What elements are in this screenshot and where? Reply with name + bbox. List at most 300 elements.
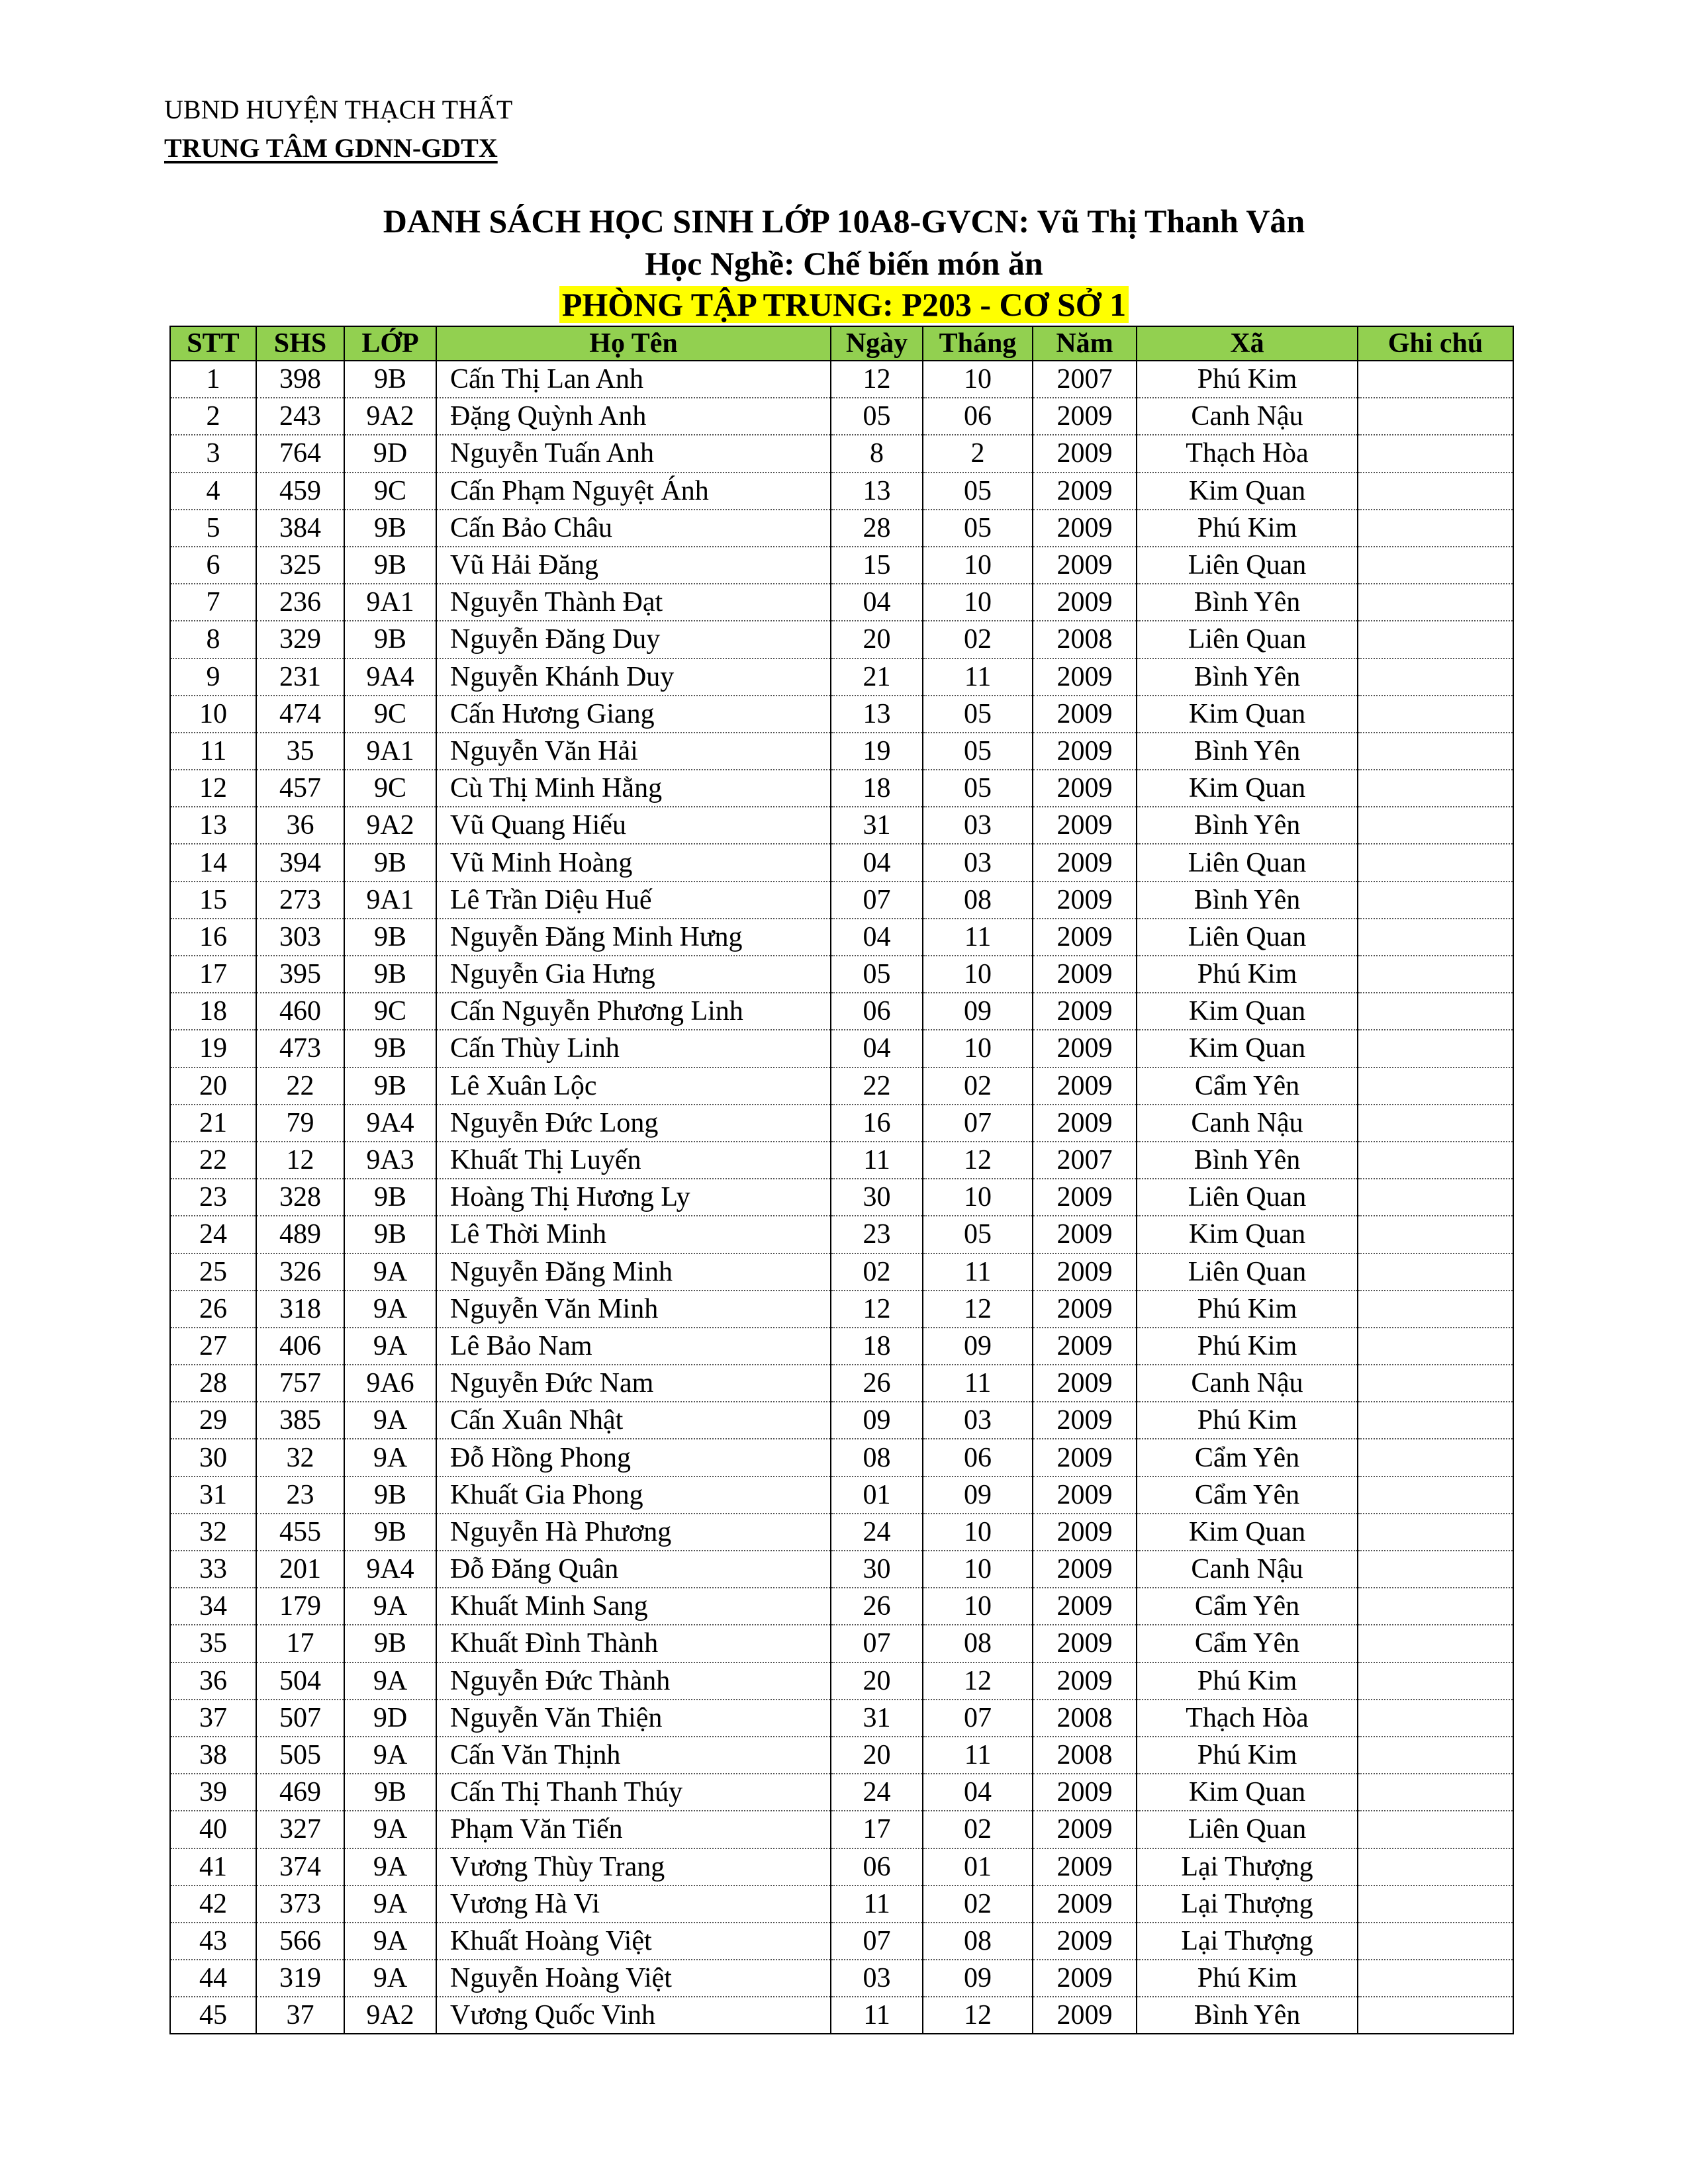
cell-stt: 15	[170, 882, 256, 919]
cell-note	[1358, 1737, 1513, 1774]
cell-shs: 473	[256, 1030, 344, 1067]
table-row	[170, 1179, 1513, 1216]
cell-commune: Canh Nậu	[1137, 1551, 1358, 1588]
cell-class: 9B	[344, 844, 436, 881]
cell-name: Khuất Đình Thành	[436, 1625, 831, 1662]
cell-note	[1358, 1700, 1513, 1737]
cell-month: 03	[923, 1402, 1033, 1439]
cell-class: 9A	[344, 1848, 436, 1886]
cell-note	[1358, 844, 1513, 881]
cell-year: 2009	[1033, 770, 1137, 807]
cell-name: Vương Hà Vi	[436, 1886, 831, 1923]
cell-year: 2009	[1033, 435, 1137, 472]
column-header: SHS	[256, 326, 344, 361]
cell-year: 2009	[1033, 882, 1137, 919]
cell-day: 30	[831, 1179, 923, 1216]
table-row	[170, 1997, 1513, 2034]
cell-class: 9A6	[344, 1365, 436, 1402]
cell-stt: 41	[170, 1848, 256, 1886]
cell-note	[1358, 1774, 1513, 1811]
cell-class: 9B	[344, 1068, 436, 1105]
cell-name: Lê Trần Diệu Huế	[436, 882, 831, 919]
cell-stt: 26	[170, 1291, 256, 1328]
cell-month: 02	[923, 621, 1033, 658]
cell-commune: Phú Kim	[1137, 956, 1358, 993]
cell-stt: 5	[170, 510, 256, 547]
cell-year: 2009	[1033, 1774, 1137, 1811]
cell-stt: 8	[170, 621, 256, 658]
cell-day: 07	[831, 1625, 923, 1662]
cell-commune: Kim Quan	[1137, 993, 1358, 1030]
cell-class: 9A	[344, 1402, 436, 1439]
cell-day: 05	[831, 956, 923, 993]
cell-year: 2009	[1033, 1886, 1137, 1923]
cell-year: 2009	[1033, 1588, 1137, 1625]
cell-year: 2009	[1033, 1402, 1137, 1439]
cell-note	[1358, 1514, 1513, 1551]
cell-commune: Kim Quan	[1137, 696, 1358, 733]
cell-day: 04	[831, 919, 923, 956]
cell-shs: 504	[256, 1662, 344, 1700]
cell-day: 20	[831, 1737, 923, 1774]
cell-commune: Phú Kim	[1137, 1291, 1358, 1328]
cell-name: Cấn Hương Giang	[436, 696, 831, 733]
cell-note	[1358, 398, 1513, 435]
cell-shs: 395	[256, 956, 344, 993]
cell-class: 9B	[344, 1625, 436, 1662]
cell-class: 9A1	[344, 882, 436, 919]
cell-shs: 373	[256, 1886, 344, 1923]
cell-day: 04	[831, 584, 923, 621]
cell-name: Lê Thời Minh	[436, 1216, 831, 1253]
cell-shs: 329	[256, 621, 344, 658]
cell-note	[1358, 1886, 1513, 1923]
cell-month: 10	[923, 1551, 1033, 1588]
table-body	[170, 361, 1513, 2034]
table-row	[170, 1737, 1513, 1774]
cell-shs: 319	[256, 1960, 344, 1997]
document-title: DANH SÁCH HỌC SINH LỚP 10A8-GVCN: Vũ Thị Thanh Vân	[383, 203, 1305, 240]
cell-stt: 4	[170, 473, 256, 510]
cell-year: 2009	[1033, 1923, 1137, 1960]
cell-class: 9B	[344, 1216, 436, 1253]
cell-commune: Bình Yên	[1137, 1142, 1358, 1179]
cell-note	[1358, 1179, 1513, 1216]
cell-class: 9A1	[344, 733, 436, 770]
cell-note	[1358, 1588, 1513, 1625]
cell-shs: 35	[256, 733, 344, 770]
cell-shs: 36	[256, 807, 344, 844]
cell-commune: Bình Yên	[1137, 1997, 1358, 2034]
cell-name: Cấn Thùy Linh	[436, 1030, 831, 1067]
cell-day: 18	[831, 1328, 923, 1365]
cell-year: 2009	[1033, 807, 1137, 844]
table-row	[170, 1068, 1513, 1105]
table-row	[170, 1886, 1513, 1923]
cell-shs: 507	[256, 1700, 344, 1737]
cell-class: 9A2	[344, 398, 436, 435]
cell-note	[1358, 1328, 1513, 1365]
cell-year: 2009	[1033, 1216, 1137, 1253]
cell-name: Nguyễn Đăng Minh Hưng	[436, 919, 831, 956]
cell-stt: 3	[170, 435, 256, 472]
cell-day: 16	[831, 1105, 923, 1142]
cell-month: 09	[923, 1960, 1033, 1997]
cell-commune: Kim Quan	[1137, 1030, 1358, 1067]
cell-shs: 236	[256, 584, 344, 621]
cell-day: 13	[831, 696, 923, 733]
cell-commune: Cẩm Yên	[1137, 1477, 1358, 1514]
cell-year: 2009	[1033, 1328, 1137, 1365]
cell-class: 9A4	[344, 1105, 436, 1142]
cell-note	[1358, 510, 1513, 547]
table-row	[170, 1030, 1513, 1067]
cell-day: 11	[831, 1997, 923, 2034]
cell-day: 02	[831, 1253, 923, 1291]
cell-class: 9B	[344, 1514, 436, 1551]
cell-month: 10	[923, 584, 1033, 621]
table-row	[170, 1291, 1513, 1328]
cell-shs: 179	[256, 1588, 344, 1625]
cell-year: 2009	[1033, 733, 1137, 770]
cell-name: Lê Bảo Nam	[436, 1328, 831, 1365]
cell-month: 12	[923, 1291, 1033, 1328]
cell-day: 18	[831, 770, 923, 807]
cell-day: 26	[831, 1365, 923, 1402]
cell-name: Khuất Hoàng Việt	[436, 1923, 831, 1960]
cell-commune: Bình Yên	[1137, 659, 1358, 696]
table-row	[170, 1960, 1513, 1997]
table-row	[170, 1700, 1513, 1737]
cell-shs: 469	[256, 1774, 344, 1811]
cell-day: 20	[831, 621, 923, 658]
cell-name: Nguyễn Thành Đạt	[436, 584, 831, 621]
cell-day: 06	[831, 993, 923, 1030]
cell-commune: Cẩm Yên	[1137, 1588, 1358, 1625]
cell-commune: Kim Quan	[1137, 1216, 1358, 1253]
org-name: UBND HUYỆN THẠCH THẤT	[164, 95, 513, 124]
cell-stt: 33	[170, 1551, 256, 1588]
cell-shs: 12	[256, 1142, 344, 1179]
cell-commune: Phú Kim	[1137, 1960, 1358, 1997]
cell-class: 9C	[344, 993, 436, 1030]
cell-name: Khuất Gia Phong	[436, 1477, 831, 1514]
cell-month: 12	[923, 1142, 1033, 1179]
cell-month: 06	[923, 398, 1033, 435]
cell-note	[1358, 993, 1513, 1030]
cell-month: 09	[923, 1328, 1033, 1365]
cell-name: Vũ Minh Hoàng	[436, 844, 831, 881]
cell-stt: 45	[170, 1997, 256, 2034]
cell-commune: Liên Quan	[1137, 919, 1358, 956]
cell-shs: 231	[256, 659, 344, 696]
cell-class: 9A	[344, 1291, 436, 1328]
table-row	[170, 547, 1513, 584]
cell-commune: Cẩm Yên	[1137, 1439, 1358, 1476]
cell-name: Khuất Thị Luyến	[436, 1142, 831, 1179]
cell-note	[1358, 361, 1513, 398]
cell-stt: 12	[170, 770, 256, 807]
cell-stt: 18	[170, 993, 256, 1030]
table-row	[170, 844, 1513, 881]
cell-year: 2007	[1033, 1142, 1137, 1179]
table-row	[170, 807, 1513, 844]
cell-name: Nguyễn Đăng Duy	[436, 621, 831, 658]
cell-note	[1358, 1216, 1513, 1253]
cell-year: 2008	[1033, 1700, 1137, 1737]
cell-name: Cù Thị Minh Hằng	[436, 770, 831, 807]
cell-name: Nguyễn Gia Hưng	[436, 956, 831, 993]
table-row	[170, 956, 1513, 993]
cell-name: Cấn Văn Thịnh	[436, 1737, 831, 1774]
cell-shs: 273	[256, 882, 344, 919]
column-header: Năm	[1033, 326, 1137, 361]
table-row	[170, 919, 1513, 956]
cell-day: 23	[831, 1216, 923, 1253]
cell-year: 2009	[1033, 473, 1137, 510]
cell-stt: 43	[170, 1923, 256, 1960]
cell-commune: Liên Quan	[1137, 547, 1358, 584]
column-header: LỚP	[344, 326, 436, 361]
cell-stt: 20	[170, 1068, 256, 1105]
table-row	[170, 435, 1513, 472]
cell-month: 12	[923, 1662, 1033, 1700]
cell-year: 2009	[1033, 1625, 1137, 1662]
cell-day: 28	[831, 510, 923, 547]
cell-class: 9B	[344, 1477, 436, 1514]
cell-shs: 406	[256, 1328, 344, 1365]
cell-note	[1358, 435, 1513, 472]
cell-day: 8	[831, 435, 923, 472]
table-row	[170, 1551, 1513, 1588]
cell-month: 10	[923, 1514, 1033, 1551]
cell-class: 9A	[344, 1811, 436, 1848]
cell-class: 9A	[344, 1328, 436, 1365]
cell-year: 2009	[1033, 956, 1137, 993]
cell-month: 03	[923, 807, 1033, 844]
cell-class: 9B	[344, 1030, 436, 1067]
cell-note	[1358, 1068, 1513, 1105]
table-row	[170, 696, 1513, 733]
cell-class: 9A2	[344, 807, 436, 844]
table-row	[170, 659, 1513, 696]
cell-class: 9C	[344, 770, 436, 807]
cell-year: 2008	[1033, 1737, 1137, 1774]
cell-year: 2009	[1033, 1848, 1137, 1886]
cell-stt: 37	[170, 1700, 256, 1737]
cell-commune: Lại Thượng	[1137, 1886, 1358, 1923]
cell-year: 2009	[1033, 993, 1137, 1030]
cell-day: 24	[831, 1774, 923, 1811]
cell-name: Nguyễn Hà Phương	[436, 1514, 831, 1551]
table-row	[170, 1662, 1513, 1700]
table-row	[170, 1625, 1513, 1662]
cell-month: 09	[923, 1477, 1033, 1514]
table-row	[170, 361, 1513, 398]
cell-name: Lê Xuân Lộc	[436, 1068, 831, 1105]
cell-commune: Thạch Hòa	[1137, 435, 1358, 472]
cell-shs: 327	[256, 1811, 344, 1848]
cell-day: 11	[831, 1142, 923, 1179]
cell-name: Vương Thùy Trang	[436, 1848, 831, 1886]
column-header: Họ Tên	[436, 326, 831, 361]
cell-month: 05	[923, 733, 1033, 770]
cell-year: 2009	[1033, 659, 1137, 696]
cell-stt: 34	[170, 1588, 256, 1625]
cell-name: Cấn Xuân Nhật	[436, 1402, 831, 1439]
cell-note	[1358, 1253, 1513, 1291]
document-subtitle: Học Nghề: Chế biến món ăn	[645, 245, 1043, 282]
cell-stt: 27	[170, 1328, 256, 1365]
cell-day: 09	[831, 1402, 923, 1439]
cell-class: 9B	[344, 547, 436, 584]
cell-class: 9B	[344, 1774, 436, 1811]
cell-commune: Phú Kim	[1137, 510, 1358, 547]
cell-stt: 36	[170, 1662, 256, 1700]
cell-year: 2009	[1033, 547, 1137, 584]
cell-stt: 13	[170, 807, 256, 844]
cell-shs: 385	[256, 1402, 344, 1439]
cell-day: 08	[831, 1439, 923, 1476]
cell-note	[1358, 1923, 1513, 1960]
cell-year: 2009	[1033, 696, 1137, 733]
cell-shs: 32	[256, 1439, 344, 1476]
cell-day: 04	[831, 844, 923, 881]
cell-month: 08	[923, 882, 1033, 919]
cell-shs: 384	[256, 510, 344, 547]
cell-month: 05	[923, 510, 1033, 547]
cell-shs: 374	[256, 1848, 344, 1886]
cell-shs: 318	[256, 1291, 344, 1328]
cell-name: Nguyễn Văn Minh	[436, 1291, 831, 1328]
cell-stt: 24	[170, 1216, 256, 1253]
cell-year: 2009	[1033, 398, 1137, 435]
cell-commune: Phú Kim	[1137, 361, 1358, 398]
cell-month: 05	[923, 770, 1033, 807]
cell-month: 02	[923, 1886, 1033, 1923]
cell-name: Nguyễn Đức Nam	[436, 1365, 831, 1402]
cell-stt: 25	[170, 1253, 256, 1291]
table-row	[170, 770, 1513, 807]
cell-stt: 35	[170, 1625, 256, 1662]
cell-name: Nguyễn Đức Long	[436, 1105, 831, 1142]
cell-commune: Bình Yên	[1137, 584, 1358, 621]
table-row	[170, 1848, 1513, 1886]
cell-note	[1358, 1477, 1513, 1514]
column-header: Tháng	[923, 326, 1033, 361]
cell-month: 04	[923, 1774, 1033, 1811]
cell-stt: 38	[170, 1737, 256, 1774]
cell-class: 9A	[344, 1253, 436, 1291]
cell-shs: 398	[256, 361, 344, 398]
cell-shs: 37	[256, 1997, 344, 2034]
cell-year: 2009	[1033, 1365, 1137, 1402]
cell-name: Nguyễn Văn Thiện	[436, 1700, 831, 1737]
cell-year: 2009	[1033, 510, 1137, 547]
cell-note	[1358, 1848, 1513, 1886]
room-label: PHÒNG TẬP TRUNG: P203 - CƠ SỞ 1	[559, 286, 1129, 323]
table-row	[170, 1811, 1513, 1848]
cell-note	[1358, 1439, 1513, 1476]
cell-class: 9A1	[344, 584, 436, 621]
cell-stt: 44	[170, 1960, 256, 1997]
cell-commune: Lại Thượng	[1137, 1848, 1358, 1886]
cell-month: 11	[923, 659, 1033, 696]
cell-month: 10	[923, 1030, 1033, 1067]
cell-shs: 394	[256, 844, 344, 881]
table-row	[170, 1253, 1513, 1291]
cell-note	[1358, 696, 1513, 733]
cell-note	[1358, 882, 1513, 919]
cell-day: 20	[831, 1662, 923, 1700]
cell-year: 2009	[1033, 1439, 1137, 1476]
cell-day: 21	[831, 659, 923, 696]
cell-class: 9A	[344, 1960, 436, 1997]
cell-name: Nguyễn Tuấn Anh	[436, 435, 831, 472]
cell-month: 05	[923, 1216, 1033, 1253]
cell-name: Cấn Bảo Châu	[436, 510, 831, 547]
cell-month: 10	[923, 956, 1033, 993]
cell-commune: Phú Kim	[1137, 1328, 1358, 1365]
cell-name: Cấn Thị Lan Anh	[436, 361, 831, 398]
cell-commune: Kim Quan	[1137, 1514, 1358, 1551]
cell-month: 11	[923, 1365, 1033, 1402]
cell-name: Vũ Quang Hiếu	[436, 807, 831, 844]
cell-note	[1358, 1811, 1513, 1848]
cell-stt: 11	[170, 733, 256, 770]
cell-year: 2009	[1033, 1477, 1137, 1514]
cell-shs: 17	[256, 1625, 344, 1662]
table-row	[170, 510, 1513, 547]
cell-day: 31	[831, 1700, 923, 1737]
cell-stt: 2	[170, 398, 256, 435]
cell-month: 11	[923, 919, 1033, 956]
cell-shs: 505	[256, 1737, 344, 1774]
cell-day: 13	[831, 473, 923, 510]
cell-note	[1358, 1960, 1513, 1997]
cell-year: 2009	[1033, 1997, 1137, 2034]
cell-commune: Cẩm Yên	[1137, 1068, 1358, 1105]
cell-shs: 764	[256, 435, 344, 472]
table-row	[170, 1365, 1513, 1402]
cell-commune: Liên Quan	[1137, 621, 1358, 658]
cell-month: 03	[923, 844, 1033, 881]
cell-shs: 328	[256, 1179, 344, 1216]
cell-shs: 303	[256, 919, 344, 956]
center-name: TRUNG TÂM GDNN-GDTX	[164, 133, 498, 163]
cell-commune: Kim Quan	[1137, 770, 1358, 807]
cell-month: 12	[923, 1997, 1033, 2034]
cell-month: 02	[923, 1068, 1033, 1105]
cell-note	[1358, 621, 1513, 658]
cell-commune: Kim Quan	[1137, 473, 1358, 510]
cell-note	[1358, 919, 1513, 956]
cell-stt: 29	[170, 1402, 256, 1439]
table-row	[170, 1439, 1513, 1476]
cell-year: 2009	[1033, 1068, 1137, 1105]
cell-stt: 23	[170, 1179, 256, 1216]
cell-day: 07	[831, 882, 923, 919]
cell-note	[1358, 1365, 1513, 1402]
cell-name: Cấn Phạm Nguyệt Ánh	[436, 473, 831, 510]
cell-name: Nguyễn Văn Hải	[436, 733, 831, 770]
cell-month: 05	[923, 473, 1033, 510]
table-row	[170, 1923, 1513, 1960]
cell-stt: 31	[170, 1477, 256, 1514]
cell-shs: 474	[256, 696, 344, 733]
cell-year: 2007	[1033, 361, 1137, 398]
cell-day: 30	[831, 1551, 923, 1588]
